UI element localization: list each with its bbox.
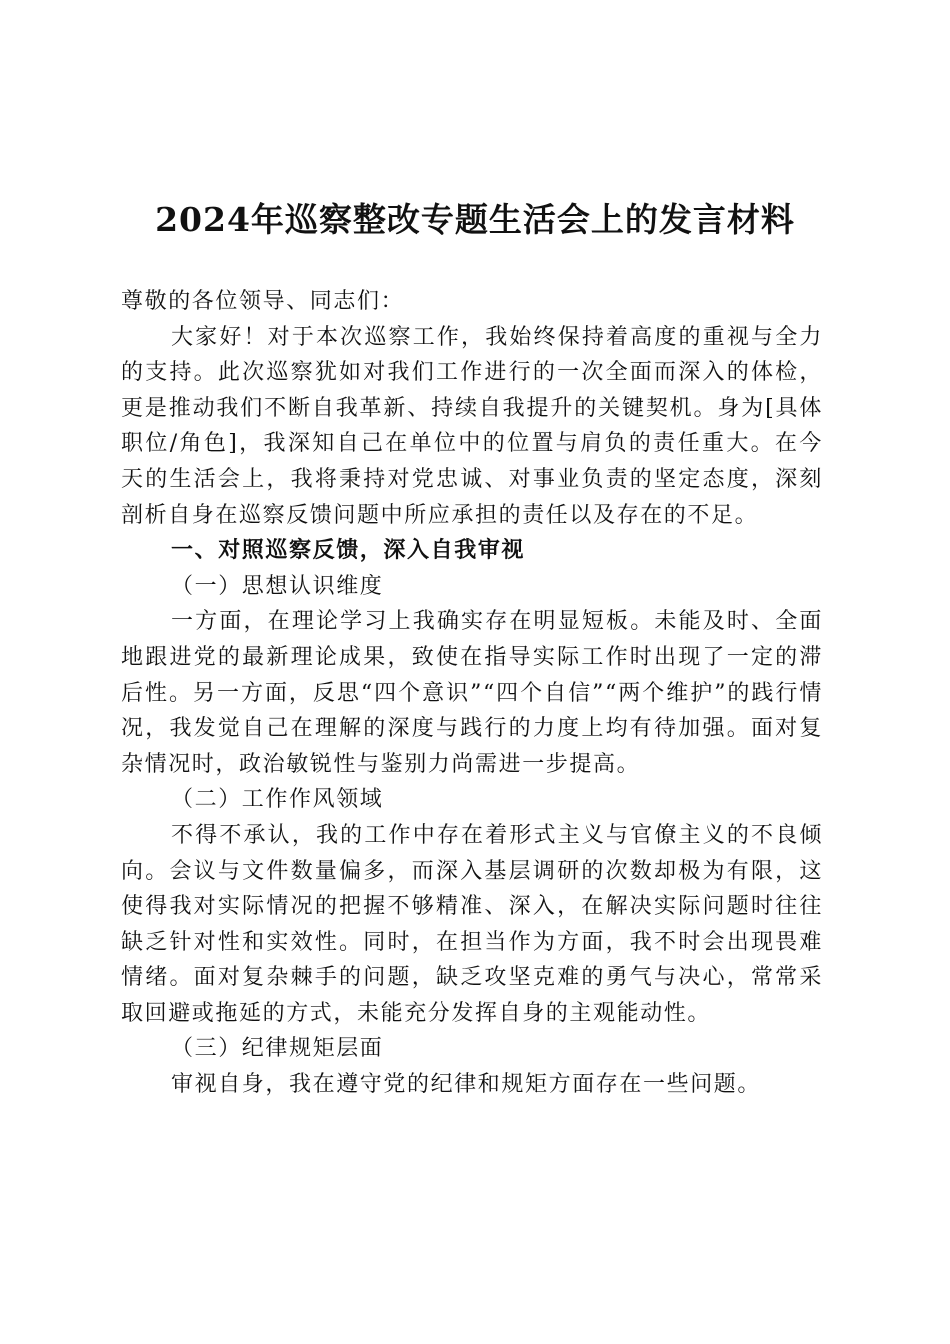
section-heading-1: 一、对照巡察反馈，深入自我审视	[171, 538, 526, 564]
intro-paragraph: 大家好！对于本次巡察工作，我始终保持着高度的重视与全力的支持。此次巡察犹如对我们工作进行的一次全面而深入的体检，更是推动我们不断自我革新、持续自我提升的关键契机。身为[具体职位/角色]，我深知自己在单位中的位置与肩负的责任重大。在今天的生活会上，我将秉持对党忠诚、对事业负责的坚定态度，深刻剖析自身在巡察反馈问题中所应承担的责任以及存在的不足。	[121, 324, 823, 528]
subsection-paragraph-1: 一方面，在理论学习上我确实存在明显短板。未能及时、全面地跟进党的最新理论成果，致使在指导实际工作时出现了一定的滞后性。另一方面，反思“四个意识”“四个自信”“两个维护”的践行情况，我发觉自己在理解的深度与践行的力度上均有待加强。面对复杂情况时，政治敏锐性与鉴别力尚需进一步提高。	[121, 609, 823, 777]
document-body	[121, 284, 823, 1103]
subsection-heading-1: （一）思想认识维度	[171, 573, 384, 599]
subsection-paragraph-3: 审视自身，我在遵守党的纪律和规矩方面存在一些问题。	[171, 1072, 762, 1098]
document-title: 2024年巡察整改专题生活会上的发言材料	[155, 200, 795, 239]
subsection-paragraph-2: 不得不承认，我的工作中存在着形式主义与官僚主义的不良倾向。会议与文件数量偏多，而深入基层调研的次数却极为有限，这使得我对实际情况的把握不够精准、深入，在解决实际问题时往往缺乏针对性和实效性。同时，在担当作为方面，我不时会出现畏难情绪。面对复杂棘手的问题，缺乏攻坚克难的勇气与决心，常常采取回避或拖延的方式，未能充分发挥自身的主观能动性。	[121, 822, 823, 1026]
salutation: 尊敬的各位领导、同志们：	[121, 289, 405, 314]
subsection-heading-2: （二）工作作风领域	[171, 787, 384, 813]
subsection-heading-3: （三）纪律规矩层面	[171, 1036, 384, 1062]
